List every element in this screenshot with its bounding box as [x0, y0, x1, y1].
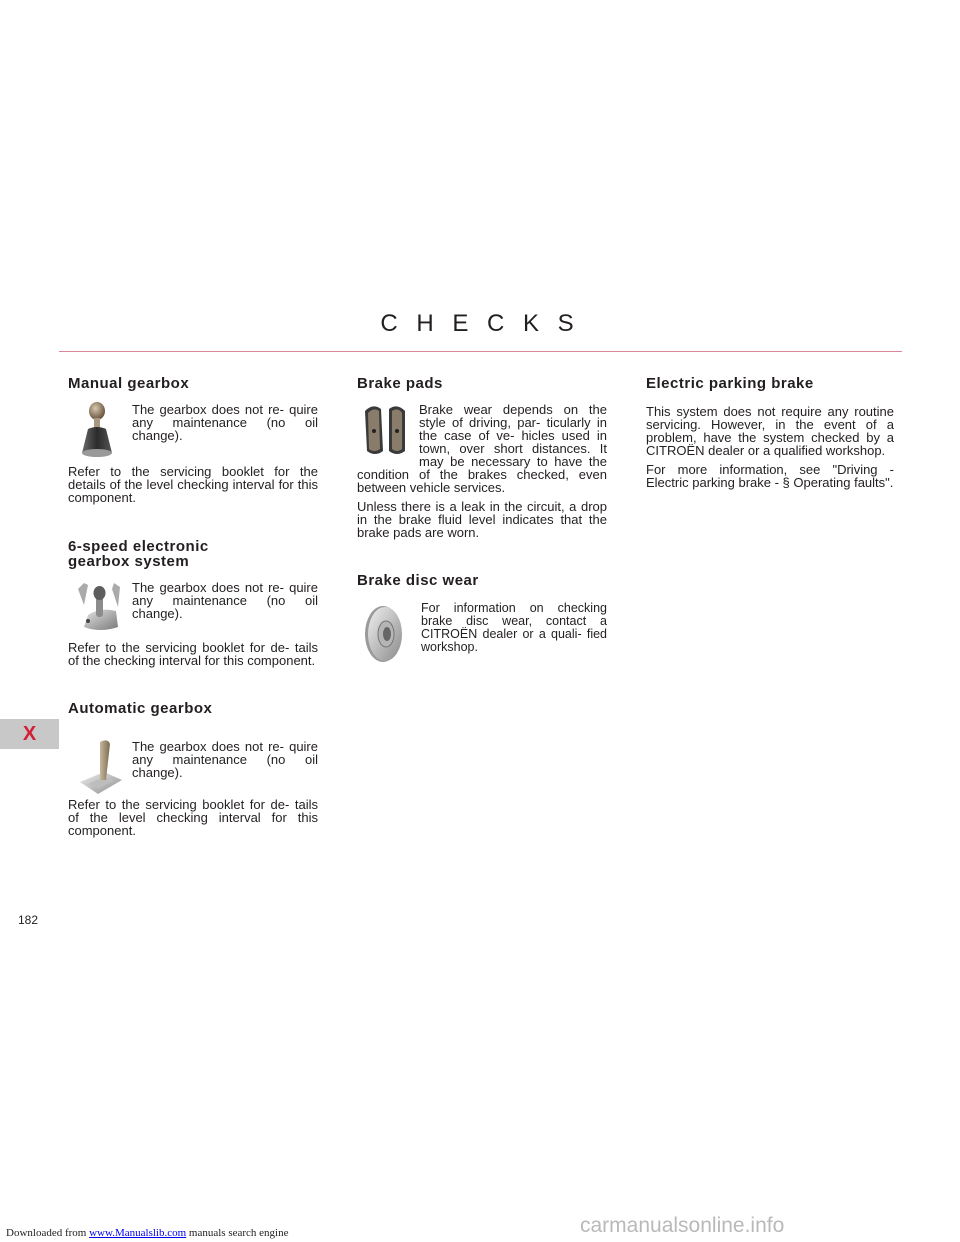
manual-gearbox-text: The gearbox does not re- quire any maintenance (no oil change).: [132, 402, 318, 443]
automatic-gearbox-body: Refer to the servicing booklet for de- tails of the level checking interval for this component.: [68, 797, 318, 838]
parking-brake-reference: For more information, see "Driving - Electric parking brake - § Operating faults".: [646, 462, 894, 490]
watermark: carmanualsonline.info: [580, 1214, 785, 1237]
manual-gear-lever-icon: [76, 401, 116, 464]
electronic-gearbox-heading-line1: 6-speed electronic: [68, 538, 209, 555]
brake-disc-heading: Brake disc wear: [357, 572, 479, 589]
manual-gearbox-heading: Manual gearbox: [68, 375, 190, 392]
electronic-gearbox-heading-line2: gearbox system: [68, 553, 190, 570]
paddle-shift-selector-icon: [74, 575, 126, 638]
brake-disc-icon: [361, 604, 405, 669]
column-middle: [357, 370, 607, 668]
section-parking-brake: [646, 376, 894, 489]
automatic-gearbox-heading: Automatic gearbox: [68, 700, 213, 717]
column-right: [646, 370, 894, 489]
brake-disc-text: For information on checking brake disc wear, contact a CITROËN dealer or a quali- fied workshop.: [421, 601, 607, 654]
title-divider: [59, 351, 902, 352]
section-electronic-gearbox: [68, 539, 318, 667]
footer-prefix: Downloaded from: [6, 1227, 90, 1239]
parking-brake-text: This system does not require any routine servicing. However, in the event of a problem, have the system checked by a CITROËN dealer or a qualified workshop.: [646, 404, 894, 458]
electronic-gearbox-heading: [68, 539, 318, 569]
brake-pads-text: Brake wear depends on the style of driving, par- ticularly in the case of ve- hicles used in town, over short distances. It may be necessary to have the condition of the brakes checked, even between vehicle services.: [357, 402, 607, 495]
section-automatic-gearbox: [68, 701, 318, 837]
manual-gearbox-body: Refer to the servicing booklet for the details of the level checking interval for this component.: [68, 464, 318, 505]
manualslib-link[interactable]: www.Manualslib.com: [89, 1227, 187, 1239]
automatic-gearbox-text: The gearbox does not re- quire any maintenance (no oil change).: [132, 739, 318, 780]
page-title: C H E C K S: [380, 310, 580, 337]
footer-suffix: manuals search engine: [186, 1227, 289, 1239]
electronic-gearbox-body: Refer to the servicing booklet for de- tails of the checking interval for this component.: [68, 640, 318, 668]
brake-pads-icon: [359, 401, 419, 465]
section-brake-disc: [357, 573, 607, 668]
electronic-gearbox-text: The gearbox does not re- quire any maintenance (no oil change).: [132, 580, 318, 621]
column-left: [68, 370, 318, 837]
section-brake-pads: [357, 376, 607, 539]
brake-pads-heading: Brake pads: [357, 375, 443, 392]
download-footer: [6, 1227, 288, 1239]
chapter-tab: X: [0, 719, 59, 749]
automatic-selector-icon: [74, 736, 126, 803]
brake-pads-body: Unless there is a leak in the circuit, a drop in the brake fluid level indicates that the brake pads are worn.: [357, 499, 607, 540]
section-manual-gearbox: [68, 376, 318, 504]
page-number: 182: [18, 913, 39, 927]
parking-brake-heading: Electric parking brake: [646, 375, 814, 392]
